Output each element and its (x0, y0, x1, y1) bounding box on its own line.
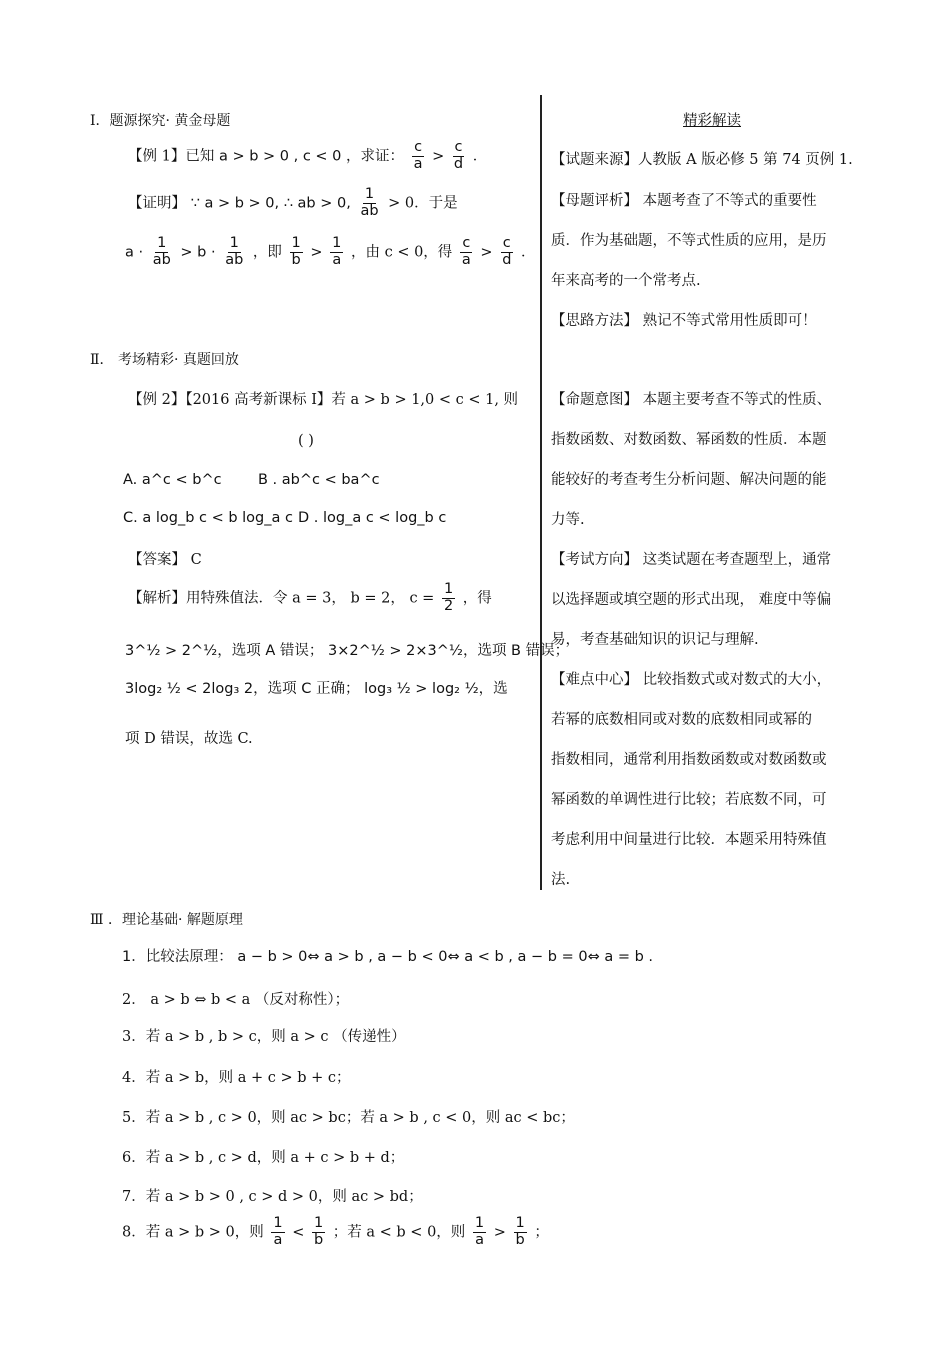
fraction-1-over-b: $\frac{1}{b}$ (515, 1215, 525, 1248)
proof-tail: > 0．于是 (388, 195, 458, 212)
section-2-heading: Ⅱ． 考场精彩· 真题回放 (90, 352, 239, 368)
proof-line-1 (128, 187, 458, 220)
fraction-c-over-d: $\frac{c}{d}$ (453, 139, 464, 172)
difficulty-5: 考虑利用中间量进行比较．本题采用特殊值 (551, 832, 827, 848)
option-d: D . log_a c < log_b c (298, 510, 447, 526)
intent-4: 力等. (551, 512, 585, 528)
answer: 【答案】 C (128, 552, 202, 568)
source: 【试题来源】人教版 A 版必修 5 第 74 页例 1. (551, 152, 853, 168)
rule-7: 7．若 a > b > 0 , c > d > 0，则 ac > bd； (122, 1189, 423, 1205)
rule-4: 4．若 a > b，则 a + c > b + c； (122, 1070, 351, 1086)
rule-3: 3．若 a > b , b > c，则 a > c （传递性） (122, 1029, 406, 1045)
difficulty-3: 指数相同，通常利用指数函数或对数函数或 (551, 752, 827, 768)
method: 【思路方法】 熟记不等式常用性质即可！ (551, 313, 817, 329)
difficulty-4: 幂函数的单调性进行比较；若底数不同，可 (551, 792, 827, 808)
section-1-heading: Ⅰ．题源探究· 黄金母题 (90, 113, 231, 129)
evaluation-3: 年来高考的一个常考点. (551, 273, 701, 289)
difficulty-2: 若幂的底数相同或对数的底数相同或幂的 (551, 712, 812, 728)
difficulty-1: 【难点中心】 比较指数式或对数式的大小， (551, 672, 832, 688)
rule-1: 1．比较法原理： a − b > 0⇔ a > b , a − b < 0⇔ a < b , a − b = 0⇔ a = b . (122, 949, 654, 965)
proof-text: ∵ a > b > 0, ∴ ab > 0, (190, 195, 351, 212)
proof-ji: ，即 (252, 244, 282, 261)
gt-sign: > (310, 244, 323, 261)
fraction-1-over-ab: $\frac{1}{ab}$ (152, 235, 171, 268)
option-a: A. a^c < b^c (123, 472, 222, 488)
intent-2: 指数函数、对数函数、幂函数的性质．本题 (551, 432, 827, 448)
period: ． (472, 148, 488, 165)
analysis-text: 【解析】用特殊值法．令 a = 3， b = 2， c = (128, 590, 435, 607)
fraction-1-over-b: $\frac{1}{b}$ (291, 235, 301, 268)
section-3-heading: Ⅲ ．理论基础· 解题原理 (90, 912, 243, 928)
analysis-line-3: 3log₂ ½ < 2log₃ 2，选项 C 正确； log₃ ½ > log₂ ½，选 (125, 681, 508, 697)
gt-sign: > (493, 1224, 506, 1241)
gt-sign: > (480, 244, 493, 261)
fraction-c-over-a: $\frac{c}{a}$ (413, 139, 423, 172)
proof-mid: > b · (180, 244, 216, 261)
rule-8-c: ； (534, 1224, 549, 1241)
proof-a: a · (125, 244, 144, 261)
direction-3: 易，考查基础知识的识记与理解. (551, 632, 759, 648)
fraction-1-over-ab: $\frac{1}{ab}$ (360, 186, 379, 219)
rule-2: 2． a > b ⇔ b < a （反对称性）； (122, 992, 350, 1008)
fraction-1-over-a: $\frac{1}{a}$ (273, 1215, 283, 1248)
direction-1: 【考试方向】 这类试题在考查题型上，通常 (551, 552, 832, 568)
proof-line-2 (125, 236, 536, 269)
example-1-prove: ，求证： (346, 148, 405, 165)
analysis-tail: ，得 (462, 590, 492, 607)
rule-8-b: ；若 a < b < 0，则 (332, 1224, 466, 1241)
analysis-line-1 (128, 582, 492, 615)
fraction-1-over-a: $\frac{1}{a}$ (332, 235, 342, 268)
fraction-1-over-ab: $\frac{1}{ab}$ (225, 235, 244, 268)
right-title: 精彩解读 (683, 113, 741, 129)
lt-sign: < (292, 1224, 305, 1241)
evaluation-2: 质．作为基础题，不等式性质的应用，是历 (551, 233, 827, 249)
option-b: B . ab^c < ba^c (258, 472, 380, 488)
proof-label: 【证明】 (128, 195, 186, 212)
rule-5: 5．若 a > b , c > 0，则 ac > bc；若 a > b , c < 0，则 ac < bc； (122, 1110, 575, 1126)
fraction-c-over-d: $\frac{c}{d}$ (502, 235, 512, 268)
example-1 (128, 140, 487, 173)
example-1-label: 【例 1】已知 (128, 148, 215, 165)
analysis-line-2: 3^½ > 2^½，选项 A 错误； 3×2^½ > 2×3^½，选项 B 错误； (125, 643, 570, 659)
fraction-1-over-2: $\frac{1}{2}$ (443, 581, 454, 614)
analysis-line-4: 项 D 错误，故选 C. (125, 731, 253, 747)
proof-by: ，由 c < 0，得 (350, 244, 453, 261)
option-c: C. a log_b c < b log_a c (123, 510, 293, 526)
evaluation-1: 【母题评析】 本题考查了不等式的重要性 (551, 193, 817, 209)
rule-6: 6．若 a > b , c > d，则 a + c > b + d； (122, 1150, 405, 1166)
fraction-1-over-a: $\frac{1}{a}$ (474, 1215, 485, 1248)
rule-8 (122, 1216, 549, 1249)
fraction-1-over-b: $\frac{1}{b}$ (313, 1215, 324, 1248)
gt-sign: > (432, 148, 445, 165)
intent-1: 【命题意图】 本题主要考查不等式的性质、 (551, 392, 832, 408)
period: ． (521, 244, 536, 261)
rule-8-a: 8．若 a > b > 0，则 (122, 1224, 264, 1241)
direction-2: 以选择题或填空题的形式出现， 难度中等偏 (551, 592, 832, 608)
example-2: 【例 2】【2016 高考新课标 Ⅰ】若 a > b > 1,0 < c < 1, 则 (128, 392, 519, 408)
example-1-condition: a > b > 0 , c < 0 (218, 148, 342, 165)
fraction-c-over-a: $\frac{c}{a}$ (461, 235, 471, 268)
answer-parentheses: ( ) (298, 433, 314, 449)
intent-3: 能较好的考查考生分析问题、解决问题的能 (551, 472, 827, 488)
column-divider (540, 95, 542, 890)
difficulty-6: 法. (551, 872, 571, 888)
